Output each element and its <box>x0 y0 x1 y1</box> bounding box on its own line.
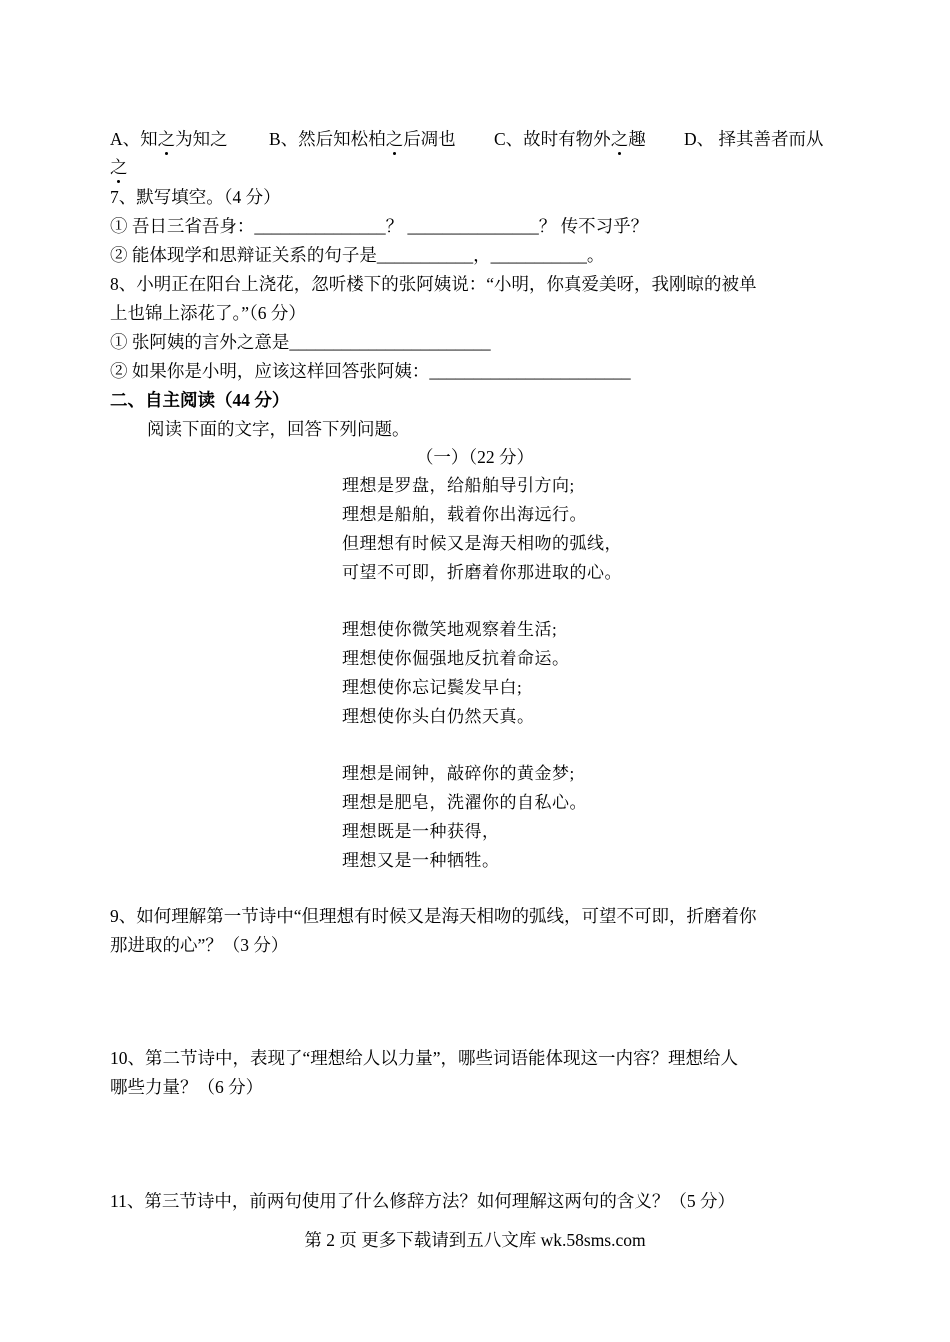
part-heading: （一）（22 分） <box>415 447 535 467</box>
q8-item-1: ① 张阿姨的言外之意是_______________________ <box>110 332 491 352</box>
poem-line: 理想使你忘记鬓发早白; <box>342 678 523 697</box>
q9-line-1: 9、如何理解第一节诗中“但理想有时候又是海天相吻的弧线，可望不可即，折磨着你 <box>110 906 757 926</box>
q6-option-d: D、 择其善者而从 <box>684 129 824 149</box>
poem-line: 理想是闹钟，敲碎你的黄金梦; <box>342 764 575 783</box>
reading-instruction: 阅读下面的文字，回答下列问题。 <box>147 419 410 439</box>
q7-item-2: ② 能体现学和思辩证关系的句子是___________，___________。 <box>110 245 605 265</box>
poem-line: 理想既是一种获得， <box>342 822 500 841</box>
q6-option-a: A、知之为知之 <box>110 126 228 152</box>
emphasis-dot-char: 之 <box>611 126 629 152</box>
section-2-title: 二、自主阅读（44 分） <box>110 390 290 410</box>
q8-item-2: ② 如果你是小明，应该这样回答张阿姨：_______________________ <box>110 361 631 381</box>
page-footer: 第 2 页 更多下载请到五八文库 wk.58sms.com <box>304 1230 646 1250</box>
poem-line: 理想使你头白仍然天真。 <box>342 707 535 726</box>
poem-line: 但理想有时候又是海天相吻的弧线， <box>342 534 622 553</box>
poem-line: 理想使你微笑地观察着生活; <box>342 620 558 639</box>
emphasis-dot-char: 之 <box>386 126 404 152</box>
q7-title: 7、默写填空。（4 分） <box>110 187 281 207</box>
poem-line: 理想又是一种牺牲。 <box>342 851 500 870</box>
poem-line: 理想是船舶，载着你出海远行。 <box>342 505 587 524</box>
q6-option-c: C、故时有物外之趣 <box>494 126 646 152</box>
poem-line: 理想是罗盘，给船舶导引方向; <box>342 476 575 495</box>
q6-option-b: B、然后知松柏之后凋也 <box>269 126 456 152</box>
poem-line: 理想是肥皂，洗濯你的自私心。 <box>342 793 587 812</box>
emphasis-dot-char: 之 <box>158 126 176 152</box>
q9-line-2: 那进取的心”？（3 分） <box>110 935 289 955</box>
q10-line-1: 10、第二节诗中，表现了“理想给人以力量”，哪些词语能体现这一内容？理想给人 <box>110 1048 739 1068</box>
poem-line: 理想使你倔强地反抗着命运。 <box>342 649 570 668</box>
q6-option-d-tail: 之 <box>110 154 128 180</box>
q8-line-1: 8、小明正在阳台上浇花，忽听楼下的张阿姨说：“小明，你真爱美呀，我刚晾的被单 <box>110 274 757 294</box>
q8-line-2: 上也锦上添花了。”（6 分） <box>110 303 306 323</box>
q10-line-2: 哪些力量？（6 分） <box>110 1077 264 1097</box>
q7-item-1: ① 吾日三省吾身：_______________？ _______________？ 传不习乎？ <box>110 216 649 236</box>
q11-line-1: 11、第三节诗中，前两句使用了什么修辞方法？如何理解这两句的含义？（5 分） <box>110 1191 735 1211</box>
poem-line: 可望不可即，折磨着你那进取的心。 <box>342 563 622 582</box>
